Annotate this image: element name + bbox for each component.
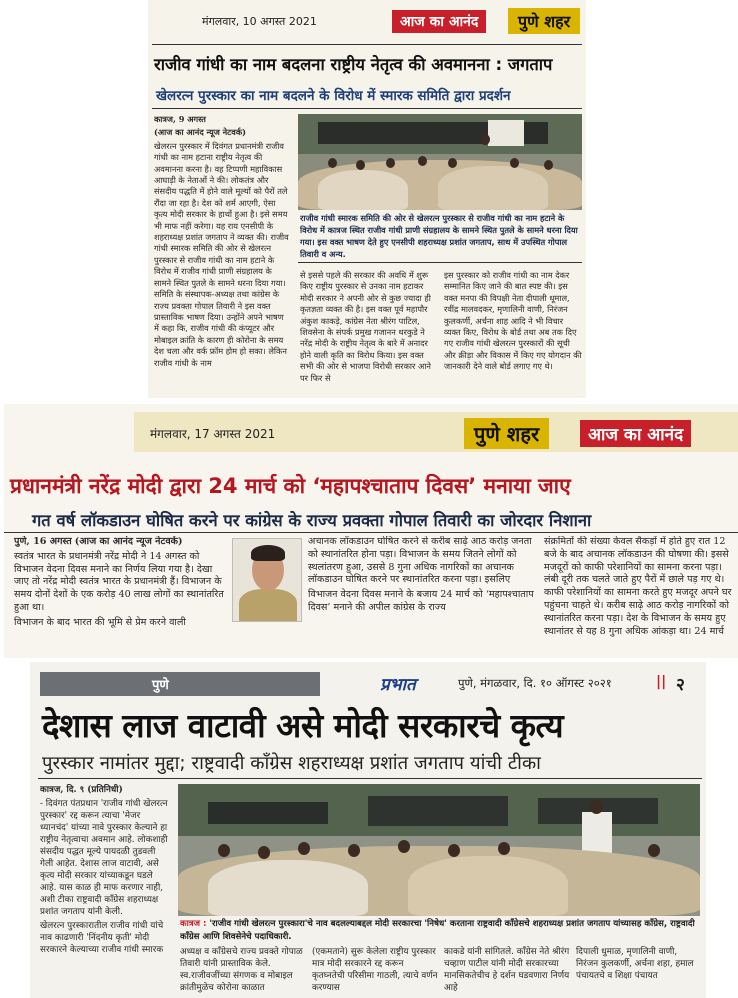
column-2-text: अचानक लॉकडाउन घोषित करने से करीब साढ़े आठ करोड़ जनता को स्थानांतरित होना पड़ा। विभाजन के समय जितने लोगों को स्थलांतरण हुआ, उससे 8 गुना अधिक नागरिकों का अचानक लॉकडाउन घोषित करने पर स्थानांतरित करना पड़ा। इसलिए bbox=[308, 536, 532, 586]
subheadline: गत वर्ष लॉकडाउन घोषित करने पर कांग्रेस के राज्य प्रवक्ता गोपाल तिवारी का जोरदार निशाना bbox=[32, 511, 592, 530]
column-3 bbox=[444, 270, 582, 396]
header-strip bbox=[40, 672, 702, 696]
brand-tab: आज का आनंद bbox=[580, 420, 691, 447]
masthead: प्रभात bbox=[380, 675, 416, 695]
photo-caption: राजीव गांधी स्मारक समिति की ओर से खेलरत्न पुरस्कार से राजीव गांधी का नाम हटाने के विरोध में कात्रज स्थित राजीव गांधी प्राणी संग्रहालय के सामने स्थित पुतले के सामने धरना दिया गया। इस वक्त भाषण देते हुए एनसीपी शहराध्यक्ष प्रशांत जगताप, साथ में उपस्थित गोपाल तिवारी व अन्य. bbox=[300, 213, 578, 259]
city-tab: पुणे bbox=[40, 672, 320, 696]
agency-credit: (आज का आनंद न्यूज नेटवर्क) bbox=[74, 536, 183, 547]
column-2 bbox=[180, 946, 306, 998]
headline: देशास लाज वाटावी असे मोदी सरकारचे कृत्य bbox=[42, 706, 564, 745]
column-3 bbox=[544, 536, 734, 658]
issue-date: मंगलवार, 17 अगस्त 2021 bbox=[150, 427, 276, 441]
column-1-text: - दिवंगत पंतप्रधान 'राजीव गांधी खेलरत्न पुरस्कार' रद्द करून त्याचा 'मेजर ध्यानचंद' यांच्या नावे पुरस्कार केल्याने हा राष्ट्रीय नेतृत्वाचा अवमान आहे. लोकशाही संसदीय पद्धत मूल्ये पायदळी तुडवली गेली आहेत. देशास लाज वाटावी, असे कृत्य मोदी सरकार यांच्याकडून घडले आहे. यास काळ ही माफ करणार नाही, अशी टीका राष्ट्रवादी काँग्रेस शहराध्यक्ष प्रशांत जगताप यांनी केली. bbox=[40, 799, 168, 917]
city-tab: पुणे शहर bbox=[464, 418, 549, 449]
issue-date: पुणे, मंगळवार, दि. १० ऑगस्ट २०२१ bbox=[458, 676, 612, 690]
column-1-text: स्वतंत्र भारत के प्रधानमंत्री नरेंद्र मोदी ने 14 अगस्त को विभाजन वेदना दिवस मनाने का निर्णय लिया गया है। देखा जाए तो नरेंद्र मोदी स्वतंत्र भारत के प्रधानमंत्री हैं। विभाजन के समय दोनों देशों के एक करोड़ 40 लाख लोगों का स्थानांतरित हुआ था। bbox=[14, 550, 224, 613]
agency-credit: (आज का आनंद न्यूज नेटवर्क) bbox=[154, 127, 247, 138]
header-strip bbox=[190, 6, 584, 36]
subhead-divider bbox=[152, 108, 582, 109]
subheadline: खेलरत्न पुरस्कार का नाम बदलने के विरोध में स्मारक समिति द्वारा प्रदर्शन bbox=[156, 88, 511, 104]
headline: राजीव गांधी का नाम बदलना राष्ट्रीय नेतृत्व की अवमानना : जगताप bbox=[154, 55, 553, 74]
portrait-photo bbox=[232, 538, 302, 622]
header-divider bbox=[152, 44, 582, 45]
column-2-text: से इससे पहले की सरकार की अवधि में शुरू किए राष्ट्रीय पुरस्कार से उनका नाम हटाकर मोदी सरकार ने अपनी ओर से कुछ ज्यादा ही कृतज्ञता व्यक्त की है। इस वक्त पूर्व महापौर अंकुश काकड़े, कांग्रेस नेता श्रीरंग पाटिल, शिवसेना के संपर्क प्रमुख गजानन थरकुडे ने नरेंद्र मोदी के राष्ट्रीय नेतृत्व के बारे में अनादर होने वाली कृति का विरोध किया। इस वक्त सभी की ओर से भाजपा विरोधी सरकार आने पर फिर से bbox=[300, 270, 431, 383]
header-strip bbox=[134, 412, 738, 452]
column-1 bbox=[40, 784, 170, 998]
brand-tab: आज का आनंद bbox=[392, 10, 486, 33]
column-3-text: (एकमताने) सुरू केलेला राष्ट्रीय पुरस्कार मात्र मोदी सरकारने रद्द करून कृतघ्नतेची परिसीमा गाठली, त्याचे वर्णन करण्यास bbox=[312, 947, 438, 993]
subhead-divider bbox=[38, 778, 702, 779]
city-tab: पुणे शहर bbox=[508, 8, 580, 34]
dateline: कात्रज, दि. ९ (प्रतिनिधी) bbox=[40, 785, 123, 795]
dateline: कात्रज, 9 अगस्त bbox=[154, 114, 206, 124]
column-1-continued: विभाजन के बाद भारत की भूमि से प्रेम करने वाली bbox=[14, 616, 186, 628]
column-2-continued: विभाजन वेदना दिवस मनाने के बजाय 24 मार्च को ‘महापश्चाताप दिवस’ मनाने की अपील कांग्रेस के राज्य bbox=[308, 589, 534, 613]
column-4 bbox=[444, 946, 570, 998]
issue-date: मंगलवार, 10 अगस्त 2021 bbox=[202, 15, 317, 28]
column-5-text: दिपाली धुमाळ, मृणालिनी वाणी, निरंजन कुलकर्णी, अर्चना शहा, हमाल पंचायतचे व शिक्षा पंचायत bbox=[576, 947, 694, 981]
caption-label: कात्रज : bbox=[180, 919, 207, 929]
protest-photo-2 bbox=[178, 784, 700, 916]
dateline: पुणे, 16 अगस्त bbox=[14, 536, 72, 547]
column-3-text: इस पुरस्कार को राजीव गांधी का नाम देकर सम्मानित किए जाने की बात स्पष्ट की। इस वक्त मनपा की विपक्षी नेता दीपाली धूमाल, रवींद्र मालवदकर, मृणालिनी वाणी, निरंजन कुलकर्णी, अर्चना शाह आदि ने भी विचार व्यक्त किए, विरोध के बोर्ड तथा अब तक दिए गए राजीव गांधी खेलरत्न पुरस्कारों की सूची और क्रीड़ा और विकास में किए गए योगदान की जानकारी देने वाले बोर्ड लगाए गए थे। bbox=[444, 270, 582, 372]
clipping-prabhat-aug10 bbox=[30, 662, 706, 998]
column-3-text: संक्रमितों की संख्या केवल सैकड़ों में होते हुए रात 12 बजे के बाद अचानक लॉकडाउन की घोषणा की। इससे मजदूरों को काफी परेशानियों का सामना करना पड़ा। लंबी दूरी तक चलते जाते हुए पैरों में छाले पड़ गए थे। काफी परेशानियों का सामना करते हुए मजदूर अपने घर पहुंचना चाहते थे। करीब साढ़े आठ करोड़ नागरिकों को स्थानांतरित करना पड़ा। देश के विभाजन के समय हुए स्थानांतर से यह 8 गुना अधिक आंकड़ा था। 24 मार्च bbox=[544, 536, 732, 637]
column-4-text: काकडे यांनी सांगितले. काँग्रेस नेते श्रीरंग चव्हाण पाटील यांनी मोदी सरकारच्या मानसिकतेचीच हे दर्शन घडवणारा निर्णय आहे bbox=[444, 947, 570, 993]
photo-caption bbox=[180, 918, 700, 944]
subheadline: पुरस्कार नामांतर मुद्दा; राष्ट्रवादी काँग्रेस शहराध्यक्ष प्रशांत जगताप यांची टीका bbox=[42, 753, 541, 774]
caption-divider bbox=[298, 262, 582, 263]
column-2 bbox=[308, 536, 536, 658]
clipping-aaj-ka-anand-aug17 bbox=[4, 404, 738, 658]
column-2-text: अध्यक्ष व काँग्रेसचे राज्य प्रवक्ते गोपाळ तिवारी यांनी प्रास्ताविक केले. स्व.राजीवजींच्या संगणक व मोबाइल क्रांतीमुळेच कोरोना काळात bbox=[180, 947, 303, 993]
column-1-text: खेलरत्न पुरस्कार में दिवंगत प्रधानमंत्री राजीव गांधी का नाम हटाना राष्ट्रीय नेतृत्व की अवमानना करना है। वह टिप्पणी महाविकास आघाड़ी के नेताओं ने की। लोकतंत्र और संसदीय पद्धति में होने वाले मूल्यों को पैरों तले रौंदा जा रहा है। देश को शर्म आएगी, ऐसा कृत्य मोदी सरकार के हाथों हुआ है। इसे समय भी माफ नहीं करेगा। यह राय एनसीपी के शहराध्यक्ष प्रशांत जगताप ने व्यक्त की। राजीव गांधी स्मारक समिति की ओर से खेलरत्न पुरस्कार से राजीव गांधी का नाम हटाने के विरोध में राजीव गांधी प्राणी संग्रहालय के सामने स्थित पुतले के सामने धरना दिया गया। समिति के संस्थापक-अध्यक्ष तथा कांग्रेस के राज्य प्रवक्ता गोपाल तिवारी ने इस वक्त प्रास्ताविक भाषण दिया। उन्होंने अपने भाषण में कहा कि, राजीव गांधी की कंप्यूटर और मोबाइल क्रांति के कारण ही कोरोना के समय देश चला और वर्क फ्रॉम होम हो सका। लेकिन राजीव गांधी के नाम bbox=[154, 140, 289, 368]
column-3 bbox=[312, 946, 438, 998]
headline: प्रधानमंत्री नरेंद्र मोदी द्वारा 24 मार्च को ‘महापश्चाताप दिवस’ मनाया जाए bbox=[10, 474, 571, 498]
column-1-continued: खेलरत्न पुरस्कारातील राजीव गांधी यांचे नाव काढणारी 'निंदनीय कृती' मोदी सरकारने केल्याच्या राजीव गांधी स्मारक bbox=[40, 921, 164, 955]
column-1 bbox=[154, 114, 290, 396]
column-5 bbox=[576, 946, 700, 998]
clipping-aaj-ka-anand-aug10 bbox=[148, 0, 586, 398]
caption-text: 'राजीव गांधी खेलरत्न पुरस्कारा'चे नाव बदलल्याबद्दल मोदी सरकारचा 'निषेध' करताना राष्ट्रवादी काँग्रेसचे शहराध्यक्ष प्रशांत जगताप यांच्यासह काँग्रेस, राष्ट्रवादी काँग्रेस आणि शिवसेनेचे पदाधिकारी. bbox=[180, 919, 695, 942]
page-number: २ bbox=[676, 675, 685, 695]
page-marker: || bbox=[656, 674, 667, 690]
column-1 bbox=[14, 536, 224, 658]
column-2 bbox=[300, 270, 438, 396]
subhead-divider bbox=[4, 532, 738, 533]
protest-photo-1 bbox=[298, 114, 582, 210]
